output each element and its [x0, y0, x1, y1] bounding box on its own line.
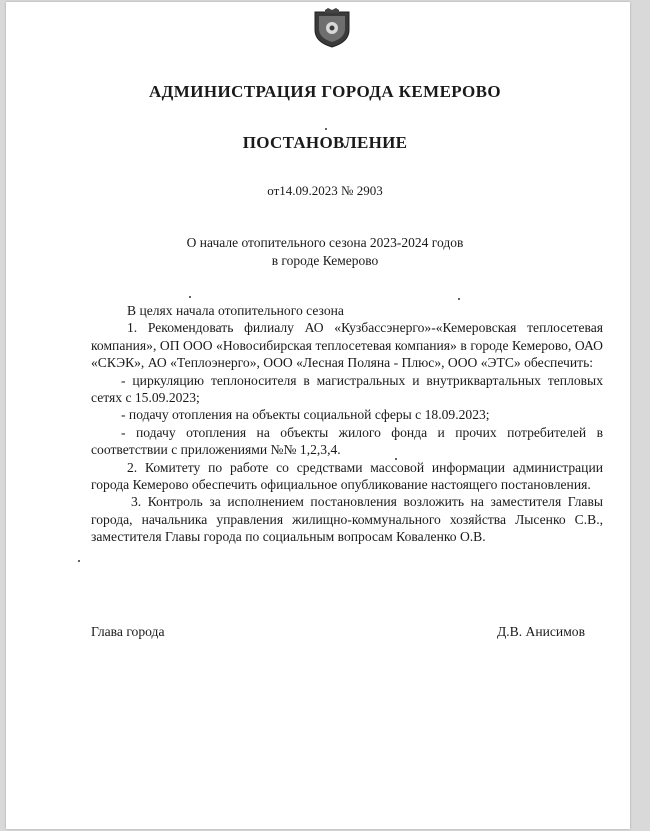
body-item-3: 3. Контроль за исполнением постановления возложить на заместителя Главы города, начальника управления жилищно-коммунального хозяйства Лысенко С.В., заместителя Главы города по социальным вопросам Коваленко О.В.: [91, 494, 603, 545]
coat-of-arms-emblem: [313, 8, 351, 48]
scan-speck: [325, 128, 327, 130]
document-body: [91, 302, 603, 546]
scan-speck: [395, 458, 397, 460]
document-subject: [0, 234, 650, 270]
scan-speck: [78, 560, 80, 562]
organization-title: АДМИНИСТРАЦИЯ ГОРОДА КЕМЕРОВО: [149, 82, 501, 101]
scan-speck: [189, 296, 191, 298]
signature-position: Глава города: [91, 624, 165, 639]
body-item-2: 2. Комитету по работе со средствами массовой информации администрации города Кемерово обеспечить официальное опубликование настоящего постановления.: [91, 459, 603, 493]
body-item-1-c: - подачу отопления на объекты жилого фонда и прочих потребителей в соответствии с приложениями №№ 1,2,3,4.: [91, 424, 603, 458]
body-item-1-a: - циркуляцию теплоносителя в магистральных и внутриквартальных тепловых сетях с 15.09.2023;: [91, 372, 603, 406]
body-item-1: 1. Рекомендовать филиалу АО «Кузбассэнерго»-«Кемеровская теплосетевая компания», ОП ООО «Новосибирская теплосетевая компания» в городе Кемерово, ОАО «СКЭК», АО «Теплоэнерго», ООО «Лесная Поляна - Плюс», ООО «ЭТС» обеспечить:: [91, 320, 603, 371]
scan-speck: [458, 298, 460, 300]
body-intro: В целях начала отопительного сезона: [127, 303, 344, 318]
body-item-1-b: - подачу отопления на объекты социальной сферы с 18.09.2023;: [121, 407, 490, 423]
document-type-title: ПОСТАНОВЛЕНИЕ: [242, 133, 408, 152]
subject-line-1: О начале отопительного сезона 2023-2024 годов: [186, 235, 464, 250]
signature-name: Д.В. Анисимов: [497, 624, 586, 639]
document-date-number: от14.09.2023 № 2903: [267, 183, 383, 198]
subject-line-2: в городе Кемерово: [271, 253, 379, 268]
